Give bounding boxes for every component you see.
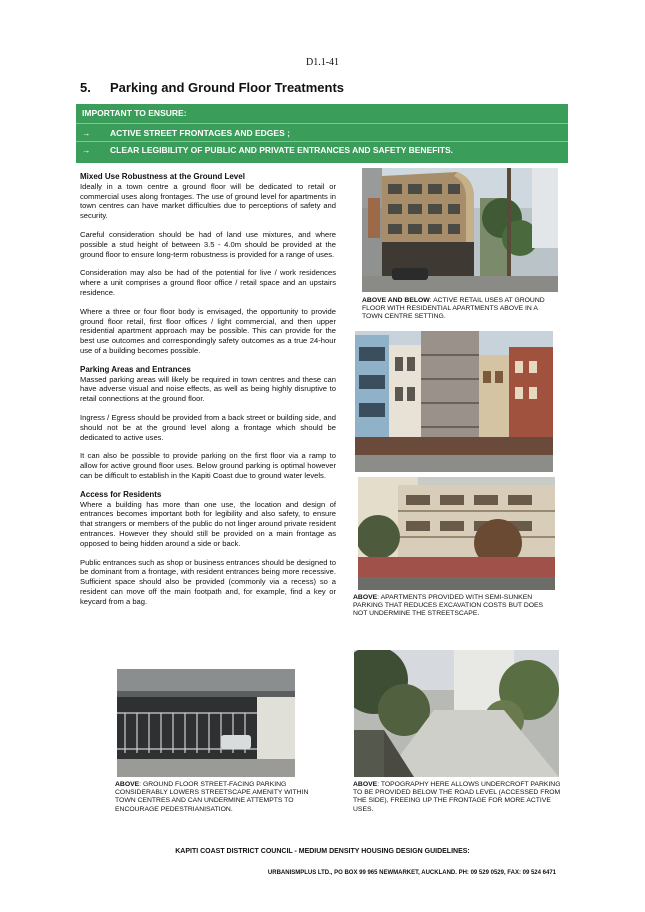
subheading-access: Access for Residents (80, 489, 162, 499)
photo-retail-apartments (362, 168, 558, 292)
arrow-right-icon: → (82, 128, 91, 138)
paragraph: Careful consideration should be had of land use mixtures, and where possible a stud height of between 3.5 - 4.0m should be provided at the ground floor to ensure long-term robustness is provided for a range of uses. (80, 229, 336, 259)
photo-street-frontage (355, 331, 553, 472)
paragraph: Consideration may also be had of the potential for live / work residences where a unit comprises a ground floor office / retail space and an upstairs residence. (80, 268, 336, 297)
paragraph: It can also be possible to provide parking on the first floor via a ramp to allow for active ground floor uses. Below ground parking is optimal however can be difficult to establish in the Kapiti Coast due to ground water levels. (80, 451, 336, 480)
photo-street-parking (117, 669, 295, 777)
photo-undercroft-parking (354, 650, 559, 777)
page-number: D1.1-41 (305, 57, 340, 68)
paragraph: Public entrances such as shop or business entrances should be designed to be dominant from a frontage, with resident entrances being more recessive. Sufficient space should also be provided (commonly via a recess) so a resident can move off the main footpath and, for example, find a key or keycard from a bag. (80, 557, 336, 606)
paragraph: Where a three or four floor body is envisaged, the opportunity to provide ground floor retail, first floor offices / light commercial, and then upper residential apartment approach may be possible. This can provide for the best use outcomes and correspondingly safety outcomes as a true 24-hour use of a building becomes possible. (80, 306, 336, 355)
caption-label: ABOVE AND BELOW (362, 297, 430, 304)
paragraph: Massed parking areas will likely be required in town centres and these can have adverse visual and noise effects, as well as being highly disruptive to retail connections at the ground floor. (80, 374, 336, 404)
banner-item-text: ACTIVE STREET FRONTAGES AND EDGES ; (110, 128, 290, 138)
caption-retail (362, 297, 558, 322)
banner-item (82, 145, 453, 155)
banner-item-text: CLEAR LEGIBILITY OF PUBLIC AND PRIVATE ENTRANCES AND SAFETY BENEFITS. (110, 145, 454, 155)
paragraph: Ingress / Egress should be provided from a back street or building side, and should not be at the ground level along a frontage which should be dedicated to active uses. (80, 412, 336, 442)
important-banner (76, 104, 568, 163)
section-title (80, 80, 344, 95)
footer-contact: URBANISMPLUS LTD., PO BOX 99 965 NEWMARKET, AUCKLAND. PH: 09 529 0529, FAX: 09 524 6471 (267, 870, 556, 876)
caption-text: : GROUND FLOOR STREET-FACING PARKING CONSIDERABLY LOWERS STREETSCAPE AMENITY WITHIN TOWN CENTRES AND CAN UNDERMINE ATTEMPTS TO ENCOURAGE PEDESTRIANISATION. (115, 781, 309, 813)
subheading-mixed-use: Mixed Use Robustness at the Ground Level (80, 172, 245, 181)
caption-text: : ACTIVE RETAIL USES AT GROUND FLOOR WITH RESIDENTIAL APARTMENTS ABOVE IN A TOWN CENTRE SETTING. (362, 297, 545, 321)
caption-text: : TOPOGRAPHY HERE ALLOWS UNDERCROFT PARKING TO BE PROVIDED BELOW THE ROAD LEVEL (ACCESSED FROM THE SIDE), FREEING UP THE FRONTAGE FOR MORE ACTIVE USES. (353, 781, 561, 813)
caption-semi-sunken (353, 594, 558, 619)
paragraph: Ideally in a town centre a ground floor will be dedicated to retail or commercial uses along frontages. The use of ground level for apartments in town centres can have market difficulties due to perceptions of safety and security. (80, 181, 336, 221)
caption-undercroft (353, 781, 563, 814)
banner-divider (76, 141, 568, 142)
caption-label: ABOVE (353, 594, 378, 601)
banner-heading: IMPORTANT TO ENSURE: (82, 108, 187, 118)
paragraph: Where a building has more than one use, the location and design of entrances becomes important both for legibility and also safety, to ensure that strangers or members of the public do not linger around private resident entrances. However they should still be provided on a main frontage as opposed to being hidden around a side or back. (80, 499, 336, 548)
body-text-column (80, 172, 336, 615)
caption-street-parking (115, 781, 315, 814)
caption-label: ABOVE (115, 781, 140, 788)
section-number: 5. (80, 80, 91, 95)
arrow-right-icon: → (82, 145, 91, 155)
subheading-parking: Parking Areas and Entrances (80, 364, 191, 374)
banner-item (82, 128, 290, 138)
photo-semi-sunken-parking (358, 477, 555, 590)
banner-divider (76, 123, 568, 124)
footer-title: KAPITI COAST DISTRICT COUNCIL - MEDIUM DENSITY HOUSING DESIGN GUIDELINES: (175, 848, 470, 855)
caption-label: ABOVE (353, 781, 378, 788)
section-title-text: Parking and Ground Floor Treatments (110, 80, 345, 95)
caption-text: : APARTMENTS PROVIDED WITH SEMI-SUNKEN PARKING THAT REDUCES EXCAVATION COSTS BUT DOES NOT UNDERMINE THE STREETSCAPE. (353, 594, 544, 618)
